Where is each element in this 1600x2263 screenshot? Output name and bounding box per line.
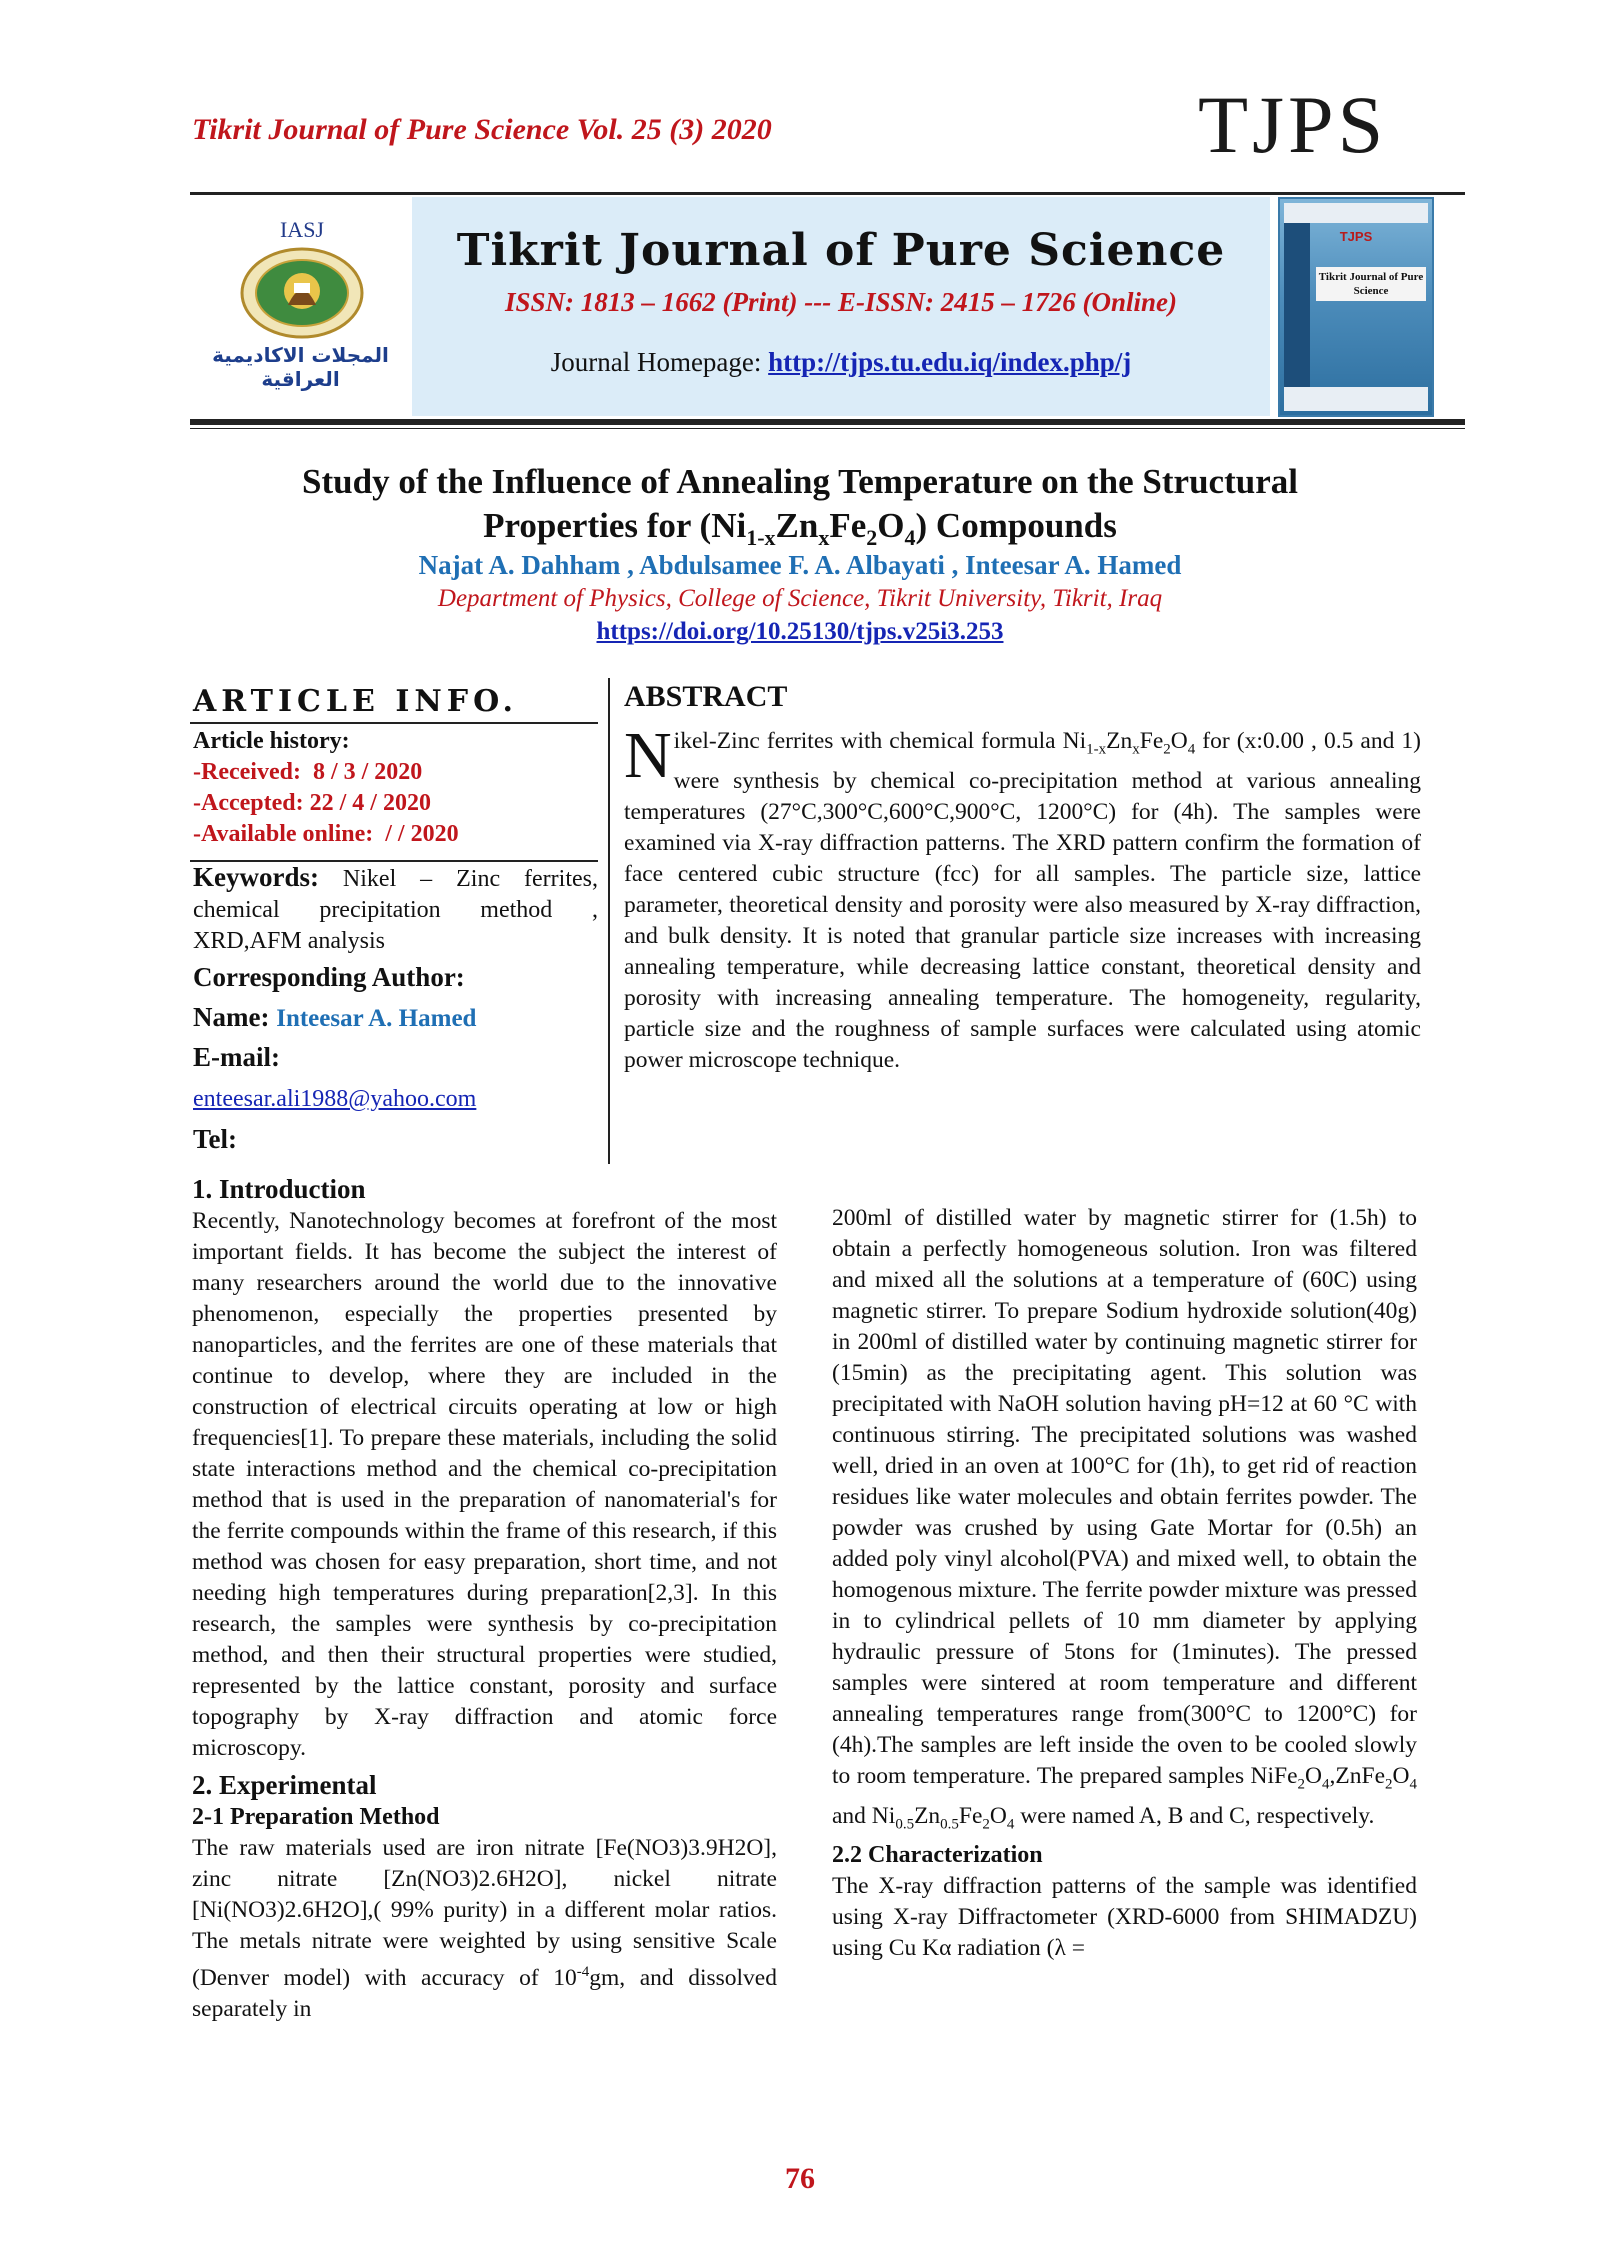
- cover-title: Tikrit Journal of Pure Science: [1316, 267, 1426, 301]
- experimental-heading: 2. Experimental: [192, 1770, 377, 1800]
- right-column: [832, 1203, 1417, 1964]
- journal-homepage: [412, 347, 1270, 378]
- email-link[interactable]: enteesar.ali1988@yahoo.com: [193, 1086, 477, 1112]
- online-line: -Available online: / / 2020: [193, 821, 459, 847]
- affiliation: Department of Physics, College of Science, Tikrit University, Tikrit, Iraq: [437, 585, 1163, 612]
- banner-bottom-rule-thin: [190, 428, 1465, 429]
- email-label: E-mail:: [193, 1042, 280, 1072]
- title-line-2: Properties for $(Ni_{1-x}Zn_xFe_2O_4)$ Compounds: [483, 506, 1117, 550]
- cover-thumbnail-area: [1270, 197, 1465, 416]
- abstract-text: Nikel-Zinc ferrites with chemical formula $Ni_{1-x}Zn_xFe_2O_4$ for (x:0.00 , 0.5 and 1) were synthesis by chemical co-precipitation method at various annealing temperatures (27°C,300°C,600°C,900°C, 1200°C) for (4h). The samples were examined via X-ray diffraction patterns. The XRD pattern confirm the formation of face centered cubic structure (fcc) for all samples. The particle size, lattice parameter, theoretical density and porosity were also measured by X-ray diffraction, and bulk density. It is noted that granular particle size increases with increasing annealing temperature, while decreasing lattice constant, theoretical density and porosity with increasing annealing temperature. The homogeneity, regularity, particle size and the roughness of sample surfaces were calculated using atomic power microscope technique.: [624, 719, 1421, 1073]
- journal-banner: [190, 197, 1465, 416]
- homepage-label: Journal Homepage:: [550, 347, 769, 377]
- issn-line: ISSN: 1813 – 1662 (Print) --- E-ISSN: 2415 – 1726 (Online): [504, 287, 1178, 317]
- keywords-label: Keywords:: [193, 862, 319, 892]
- banner-bottom-rule: [190, 419, 1465, 425]
- tjps-logo: TJPS: [1198, 79, 1388, 170]
- banner-center: [412, 197, 1270, 416]
- preparation-text-continued: 200ml of distilled water by magnetic stirrer for (1.5h) to obtain a perfectly homogeneous solution. Iron was filtered and mixed all the solutions at a temperature of (60C) using magnetic stirrer. To prepare Sodium hydroxide solution(40g) in 200ml of distilled water by continuing magnetic stirrer for (15min) as the precipitating agent. This solution was precipitated with NaOH solution having pH=12 at 60 °C with continuous stirring. The precipitated solutions was washed well, dried in an oven at 100°C for (1h), to get rid of reaction residues like water molecules and obtain ferrites powder. The powder was crushed by using Gate Mortar for (0.5h) an added poly vinyl alcohol(PVA) and mixed well, to obtain the homogenous mixture. The ferrite powder mixture was pressed in to cylindrical pellets of 10 mm diameter by applying hydraulic pressure of 5tons for (1minutes). The pressed samples were sintered at room temperature and different annealing temperatures range from(300°C to 1200°C) for (4h).The samples are left inside the oven to be cooled slowly to room temperature. The prepared samples $NiFe_2O_4,ZnFe_2O_4$ and $Ni_{0.5}Zn_{0.5}Fe_2O_4$ were named A, B and C, respectively.: [832, 1205, 1417, 1833]
- preparation-heading: 2-1 Preparation Method: [192, 1804, 440, 1830]
- received-line: -Received: 8 / 3 / 2020: [193, 759, 423, 785]
- cover-tjps-label: TJPS: [1339, 229, 1373, 244]
- characterization-text: The X-ray diffraction patterns of the sample was identified using X-ray Diffractometer (XRD-6000 from SHIMADZU) using Cu Kα radiation (λ =: [832, 1873, 1417, 1962]
- running-header: Tikrit Journal of Pure Science Vol. 25 (3) 2020: [192, 113, 772, 146]
- article-info-heading: ARTICLE INFO.: [193, 684, 518, 719]
- journal-name: Tikrit Journal of Pure Science: [456, 225, 1226, 276]
- abstract-heading: ABSTRACT: [624, 680, 788, 713]
- introduction-heading: 1. Introduction: [192, 1174, 366, 1204]
- doi-link[interactable]: https://doi.org/10.25130/tjps.v25i3.253: [596, 618, 1004, 645]
- iasj-label: IASJ: [279, 217, 324, 242]
- title-line-1: Study of the Influence of Annealing Temperature on the Structural: [302, 462, 1298, 501]
- tel-label: Tel:: [193, 1124, 238, 1154]
- corresponding-name: Inteesar A. Hamed: [276, 1005, 477, 1032]
- iasj-logo-area: [190, 197, 412, 416]
- abstract-dropcap: N: [624, 719, 672, 792]
- authors: Najat A. Dahham , Abdulsamee F. A. Albayati , Inteesar A. Hamed: [418, 550, 1182, 580]
- page-number: 76: [785, 2162, 815, 2195]
- iasj-arabic-name: المجلات الاكاديمية العراقية: [212, 343, 389, 391]
- introduction-text: Recently, Nanotechnology becomes at forefront of the most important fields. It has become the subject the interest of many researchers around the world due to the innovative phenomenon, especially the properties presented by nanoparticles, and the ferrites are one of these materials that continue to develop, where they are included in the construction of electrical circuits operating at low or high frequencies[1]. To prepare these materials, including the solid state interactions method and the chemical co-precipitation method that is used in the preparation of nanomaterial's for the ferrite compounds within the frame of this research, if this method was chosen for easy preparation, short time, and not needing high temperatures during preparation[2,3]. In this research, the samples were synthesis by co-precipitation method, and then their structural properties were studied, represented by the lattice constant, porosity and surface topography by X-ray diffraction and atomic force microscopy.: [192, 1208, 777, 1761]
- journal-cover-image: [1278, 197, 1434, 417]
- keywords-block: [193, 862, 598, 957]
- corresponding-label: Corresponding Author:: [193, 962, 465, 992]
- doi: [160, 618, 1440, 646]
- article-history: [193, 726, 598, 850]
- article-info-rule: [190, 722, 598, 724]
- column-divider: [608, 678, 610, 1164]
- homepage-link[interactable]: http://tjps.tu.edu.iq/index.php/j: [768, 347, 1132, 377]
- email-line: [193, 1084, 598, 1115]
- left-column: [192, 1172, 777, 2025]
- accepted-line: -Accepted: 22 / 4 / 2020: [193, 790, 431, 816]
- iasj-seal-icon: [238, 245, 366, 341]
- characterization-heading: 2.2 Characterization: [832, 1842, 1043, 1869]
- preparation-text: The raw materials used are iron nitrate [Fe(NO3)3.9H2O], zinc nitrate [Zn(NO3)2.6H2O], nickel nitrate [Ni(NO3)2.6H2O],( 99% purity) in a different molar ratios. The metals nitrate were weighted by using sensitive Scale (Denver model) with accuracy of $10^{-4}gm$, and dissolved separately in: [192, 1835, 777, 2022]
- history-label: Article history:: [193, 728, 350, 754]
- banner-top-rule: [190, 192, 1465, 195]
- keywords: Nikel – Zinc ferrites, chemical precipitation method , XRD,AFM analysis: [193, 866, 598, 954]
- article-title: [160, 460, 1440, 560]
- author-name-line: Name: Inteesar A. Hamed: [193, 1002, 477, 1032]
